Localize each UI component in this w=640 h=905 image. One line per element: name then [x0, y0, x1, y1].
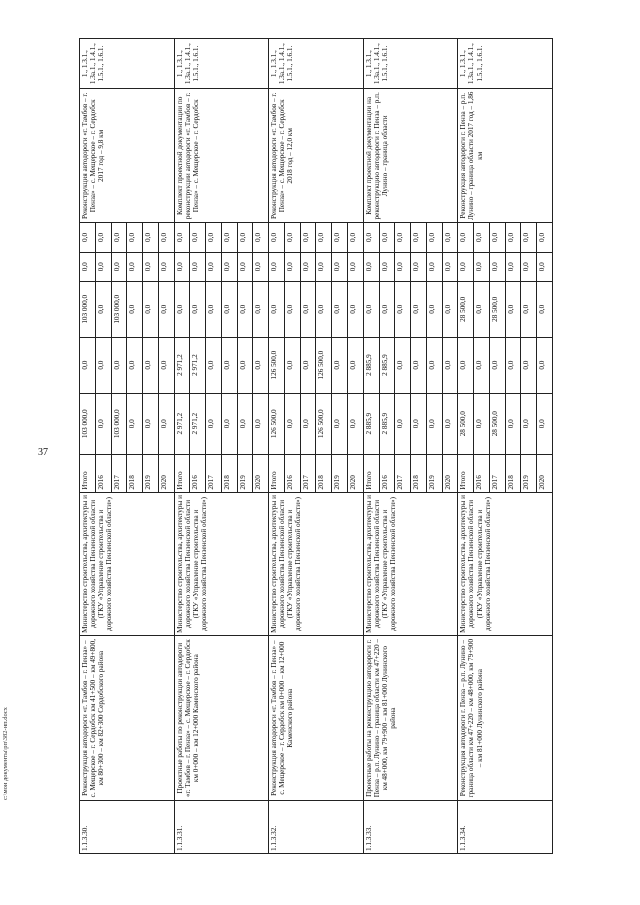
- year-cell: Итого: [80, 454, 96, 492]
- indicators-cell: 1., 1.3.1., 1.3а.1., 1.4.1., 1.5.1., 1.6.1.: [269, 39, 364, 89]
- funding-c2-cell: 126 500,0: [316, 337, 332, 393]
- funding-c5-cell: 0,0: [269, 223, 285, 252]
- funding-c4-cell: 0,0: [521, 252, 537, 281]
- funding-c2-cell: 0,0: [348, 337, 364, 393]
- funding-c3-cell: 103 000,0: [111, 281, 127, 337]
- funding-c4-cell: 0,0: [395, 252, 411, 281]
- year-cell: 2020: [348, 454, 364, 492]
- year-cell: 2019: [426, 454, 442, 492]
- funding-c5-cell: 0,0: [521, 223, 537, 252]
- funding-c3-cell: 0,0: [190, 281, 206, 337]
- year-cell: 2018: [316, 454, 332, 492]
- indicators-cell: 1., 1.3.1., 1.3а.1., 1.4.1., 1.5.1., 1.6.1.: [458, 39, 553, 89]
- indicators-cell: 1., 1.3.1., 1.3а.1., 1.4.1., 1.5.1., 1.6.1.: [363, 39, 458, 89]
- funding-c4-cell: 0,0: [190, 252, 206, 281]
- funding-c5-cell: 0,0: [316, 223, 332, 252]
- measure-name-cell: Реконструкция автодороги «г. Тамбов – г. Пенза» – с. Мещерское – г. Сердобск км 41+500 – км 49+800, км 80+300 – км 82+300 Сердобского района: [80, 636, 175, 801]
- year-cell: 2017: [395, 454, 411, 492]
- funding-c3-cell: 0,0: [348, 281, 364, 337]
- funding-c5-cell: 0,0: [158, 223, 174, 252]
- year-cell: 2018: [127, 454, 143, 492]
- funding-c2-cell: 0,0: [300, 337, 316, 393]
- funding-c2-cell: 0,0: [332, 337, 348, 393]
- funding-c5-cell: 0,0: [505, 223, 521, 252]
- funding-c2-cell: 2 885,9: [363, 337, 379, 393]
- funding-c5-cell: 0,0: [442, 223, 458, 252]
- funding-c3-cell: 0,0: [206, 281, 222, 337]
- funding-c5-cell: 0,0: [284, 223, 300, 252]
- funding-c3-cell: 0,0: [537, 281, 553, 337]
- year-cell: 2016: [379, 454, 395, 492]
- funding-c2-cell: 0,0: [253, 337, 269, 393]
- funding-c1-cell: 0,0: [521, 393, 537, 454]
- measure-name-cell: Проектные работы по реконструкции автодороги «г. Тамбов – г. Пенза» – с. Мещерское – г. Сердобск км 0+000 – км 12+000 Каменского района: [174, 636, 269, 801]
- measure-name-cell: Проектные работы на реконструкцию автодороги г. Пенза – р.п. Лунино – граница области км 47+220 – км 48+000, км 79+900 – км 81+000 Лунинского района: [363, 636, 458, 801]
- funding-c5-cell: 0,0: [80, 223, 96, 252]
- rotated-table-container: [79, 38, 553, 854]
- funding-c4-cell: 0,0: [111, 252, 127, 281]
- funding-c1-cell: 0,0: [426, 393, 442, 454]
- funding-c5-cell: 0,0: [426, 223, 442, 252]
- funding-c2-cell: 0,0: [395, 337, 411, 393]
- funding-c1-cell: 0,0: [253, 393, 269, 454]
- year-cell: 2018: [505, 454, 521, 492]
- funding-c5-cell: 0,0: [253, 223, 269, 252]
- funding-c3-cell: 0,0: [237, 281, 253, 337]
- funding-c5-cell: 0,0: [379, 223, 395, 252]
- year-cell: 2017: [111, 454, 127, 492]
- year-cell: 2016: [284, 454, 300, 492]
- funding-c2-cell: 0,0: [426, 337, 442, 393]
- funding-c2-cell: 0,0: [158, 337, 174, 393]
- year-cell: 2017: [206, 454, 222, 492]
- funding-c4-cell: 0,0: [143, 252, 159, 281]
- funding-c3-cell: 0,0: [363, 281, 379, 337]
- funding-c4-cell: 0,0: [221, 252, 237, 281]
- funding-c3-cell: 0,0: [332, 281, 348, 337]
- funding-c5-cell: 0,0: [474, 223, 490, 252]
- row-id-cell: 1.1.3.32.: [269, 800, 364, 853]
- funding-c5-cell: 0,0: [95, 223, 111, 252]
- footer-file-path: c:\мои документы\рп\382-нп.docx: [2, 707, 9, 800]
- funding-c5-cell: 0,0: [174, 223, 190, 252]
- year-cell: 2018: [221, 454, 237, 492]
- funding-c3-cell: 0,0: [474, 281, 490, 337]
- row-id-cell: 1.1.3.33.: [363, 800, 458, 853]
- year-cell: Итого: [363, 454, 379, 492]
- year-cell: 2017: [300, 454, 316, 492]
- funding-c2-cell: 0,0: [221, 337, 237, 393]
- funding-c2-cell: 0,0: [505, 337, 521, 393]
- funding-c4-cell: 0,0: [537, 252, 553, 281]
- funding-c5-cell: 0,0: [348, 223, 364, 252]
- funding-c5-cell: 0,0: [332, 223, 348, 252]
- funding-c3-cell: 0,0: [505, 281, 521, 337]
- funding-c2-cell: 2 885,9: [379, 337, 395, 393]
- funding-c3-cell: 0,0: [174, 281, 190, 337]
- funding-c5-cell: 0,0: [206, 223, 222, 252]
- funding-c1-cell: 126 500,0: [269, 393, 285, 454]
- funding-c1-cell: 0,0: [237, 393, 253, 454]
- funding-c3-cell: 28 500,0: [489, 281, 505, 337]
- funding-c1-cell: 2 971,2: [174, 393, 190, 454]
- executor-cell: Министерство строительства, архитектуры и дорожного хозяйства Пензенской области (ГКУ «Управление строительства и дорожного хозяйства Пензенской области»): [363, 492, 458, 636]
- funding-c2-cell: 0,0: [458, 337, 474, 393]
- funding-c1-cell: 126 500,0: [316, 393, 332, 454]
- funding-c4-cell: 0,0: [505, 252, 521, 281]
- funding-c2-cell: 0,0: [489, 337, 505, 393]
- funding-c3-cell: 0,0: [300, 281, 316, 337]
- funding-c5-cell: 0,0: [489, 223, 505, 252]
- funding-c5-cell: 0,0: [143, 223, 159, 252]
- table-row: [458, 39, 474, 854]
- funding-c4-cell: 0,0: [80, 252, 96, 281]
- funding-c1-cell: 28 500,0: [489, 393, 505, 454]
- executor-cell: Министерство строительства, архитектуры и дорожного хозяйства Пензенской области (ГКУ «Управление строительства и дорожного хозяйства Пензенской области»): [80, 492, 175, 636]
- funding-c1-cell: 0,0: [221, 393, 237, 454]
- funding-c1-cell: 0,0: [300, 393, 316, 454]
- funding-c4-cell: 0,0: [316, 252, 332, 281]
- funding-c4-cell: 0,0: [363, 252, 379, 281]
- row-id-cell: 1.1.3.30.: [80, 800, 175, 853]
- measure-name-cell: Реконструкция автодороги «г. Тамбов – г. Пенза» – с. Мещерское – г. Сердобск км 0+000 – км 12+000 Каменского района: [269, 636, 364, 801]
- funding-c1-cell: 0,0: [505, 393, 521, 454]
- funding-c2-cell: 0,0: [111, 337, 127, 393]
- result-cell: Реконструкция автодороги «г. Тамбов – г. Пенза» – с. Мещерское – г. Сердобск 2017 год – 9,8 км: [80, 89, 175, 223]
- table-body: [80, 39, 553, 854]
- funding-c5-cell: 0,0: [411, 223, 427, 252]
- table-row: [174, 39, 190, 854]
- funding-c1-cell: 0,0: [284, 393, 300, 454]
- page-number: 37: [38, 447, 48, 458]
- funding-c5-cell: 0,0: [458, 223, 474, 252]
- funding-c2-cell: 0,0: [143, 337, 159, 393]
- funding-c2-cell: 2 971,2: [190, 337, 206, 393]
- funding-c1-cell: 0,0: [127, 393, 143, 454]
- funding-c4-cell: 0,0: [474, 252, 490, 281]
- funding-c2-cell: 0,0: [411, 337, 427, 393]
- funding-c4-cell: 0,0: [411, 252, 427, 281]
- funding-c3-cell: 0,0: [127, 281, 143, 337]
- funding-c3-cell: 0,0: [442, 281, 458, 337]
- funding-c4-cell: 0,0: [379, 252, 395, 281]
- funding-c4-cell: 0,0: [332, 252, 348, 281]
- funding-c1-cell: 0,0: [206, 393, 222, 454]
- funding-c3-cell: 0,0: [395, 281, 411, 337]
- funding-c1-cell: 0,0: [95, 393, 111, 454]
- funding-c1-cell: 0,0: [442, 393, 458, 454]
- funding-c1-cell: 0,0: [332, 393, 348, 454]
- row-id-cell: 1.1.3.31.: [174, 800, 269, 853]
- funding-c2-cell: 0,0: [206, 337, 222, 393]
- funding-c5-cell: 0,0: [300, 223, 316, 252]
- year-cell: 2016: [190, 454, 206, 492]
- year-cell: Итого: [269, 454, 285, 492]
- row-id-cell: 1.1.3.34.: [458, 800, 553, 853]
- funding-c4-cell: 0,0: [426, 252, 442, 281]
- funding-c5-cell: 0,0: [237, 223, 253, 252]
- funding-c1-cell: 0,0: [395, 393, 411, 454]
- funding-c5-cell: 0,0: [537, 223, 553, 252]
- year-cell: 2019: [332, 454, 348, 492]
- funding-c1-cell: 0,0: [143, 393, 159, 454]
- funding-c4-cell: 0,0: [284, 252, 300, 281]
- year-cell: 2017: [489, 454, 505, 492]
- funding-c1-cell: 2 971,2: [190, 393, 206, 454]
- funding-c4-cell: 0,0: [458, 252, 474, 281]
- year-cell: 2019: [521, 454, 537, 492]
- table-row: [363, 39, 379, 854]
- funding-c2-cell: 0,0: [521, 337, 537, 393]
- funding-c5-cell: 0,0: [363, 223, 379, 252]
- year-cell: 2019: [143, 454, 159, 492]
- year-cell: 2019: [237, 454, 253, 492]
- funding-c1-cell: 0,0: [158, 393, 174, 454]
- funding-c4-cell: 0,0: [442, 252, 458, 281]
- funding-c2-cell: 0,0: [95, 337, 111, 393]
- funding-c3-cell: 0,0: [316, 281, 332, 337]
- funding-c5-cell: 0,0: [127, 223, 143, 252]
- funding-c1-cell: 2 885,9: [379, 393, 395, 454]
- funding-c2-cell: 0,0: [442, 337, 458, 393]
- funding-c1-cell: 103 000,0: [80, 393, 96, 454]
- result-cell: Комплект проектной документации на реконструкцию автодороги г. Пенза – р.п. Лунино – граница области: [363, 89, 458, 223]
- funding-c3-cell: 28 500,0: [458, 281, 474, 337]
- year-cell: Итого: [458, 454, 474, 492]
- funding-c4-cell: 0,0: [237, 252, 253, 281]
- executor-cell: Министерство строительства, архитектуры и дорожного хозяйства Пензенской области (ГКУ «Управление строительства и дорожного хозяйства Пензенской области»): [458, 492, 553, 636]
- result-cell: Комплект проектной документации по реконструкции автодороги «г. Тамбов – г. Пенза» – с. Мещерское – г. Сердобск: [174, 89, 269, 223]
- funding-c2-cell: 0,0: [284, 337, 300, 393]
- executor-cell: Министерство строительства, архитектуры и дорожного хозяйства Пензенской области (ГКУ «Управление строительства и дорожного хозяйства Пензенской области»): [269, 492, 364, 636]
- year-cell: 2020: [253, 454, 269, 492]
- funding-c3-cell: 0,0: [221, 281, 237, 337]
- year-cell: 2020: [442, 454, 458, 492]
- funding-c1-cell: 103 000,0: [111, 393, 127, 454]
- program-table: [79, 38, 553, 854]
- funding-c4-cell: 0,0: [253, 252, 269, 281]
- funding-c4-cell: 0,0: [489, 252, 505, 281]
- funding-c3-cell: 0,0: [521, 281, 537, 337]
- funding-c3-cell: 0,0: [269, 281, 285, 337]
- funding-c2-cell: 0,0: [237, 337, 253, 393]
- funding-c4-cell: 0,0: [95, 252, 111, 281]
- funding-c3-cell: 0,0: [158, 281, 174, 337]
- funding-c3-cell: 0,0: [143, 281, 159, 337]
- funding-c1-cell: 0,0: [348, 393, 364, 454]
- table-row: [269, 39, 285, 854]
- funding-c5-cell: 0,0: [395, 223, 411, 252]
- funding-c5-cell: 0,0: [221, 223, 237, 252]
- indicators-cell: 1., 1.3.1., 1.3а.1., 1.4.1., 1.5.1., 1.6.1.: [174, 39, 269, 89]
- funding-c2-cell: 126 500,0: [269, 337, 285, 393]
- funding-c4-cell: 0,0: [269, 252, 285, 281]
- table-row: [80, 39, 96, 854]
- funding-c3-cell: 0,0: [426, 281, 442, 337]
- year-cell: 2020: [537, 454, 553, 492]
- funding-c3-cell: 0,0: [95, 281, 111, 337]
- funding-c1-cell: 0,0: [474, 393, 490, 454]
- funding-c4-cell: 0,0: [127, 252, 143, 281]
- funding-c2-cell: 0,0: [537, 337, 553, 393]
- funding-c1-cell: 0,0: [411, 393, 427, 454]
- funding-c4-cell: 0,0: [348, 252, 364, 281]
- funding-c3-cell: 103 000,0: [80, 281, 96, 337]
- year-cell: 2018: [411, 454, 427, 492]
- funding-c2-cell: 0,0: [474, 337, 490, 393]
- funding-c1-cell: 0,0: [537, 393, 553, 454]
- measure-name-cell: Реконструкция автодороги г. Пенза – р.п. Лунино – граница области км 47+220 – км 48+000, км 79+900 – км 81+000 Лунинского района: [458, 636, 553, 801]
- funding-c4-cell: 0,0: [206, 252, 222, 281]
- year-cell: 2016: [474, 454, 490, 492]
- funding-c4-cell: 0,0: [174, 252, 190, 281]
- funding-c2-cell: 0,0: [80, 337, 96, 393]
- funding-c3-cell: 0,0: [284, 281, 300, 337]
- funding-c1-cell: 28 500,0: [458, 393, 474, 454]
- funding-c3-cell: 0,0: [379, 281, 395, 337]
- indicators-cell: 1., 1.3.1., 1.3а.1., 1.4.1., 1.5.1., 1.6.1.: [80, 39, 175, 89]
- funding-c4-cell: 0,0: [158, 252, 174, 281]
- funding-c2-cell: 2 971,2: [174, 337, 190, 393]
- funding-c3-cell: 0,0: [411, 281, 427, 337]
- year-cell: Итого: [174, 454, 190, 492]
- executor-cell: Министерство строительства, архитектуры и дорожного хозяйства Пензенской области (ГКУ «Управление строительства и дорожного хозяйства Пензенской области»): [174, 492, 269, 636]
- year-cell: 2016: [95, 454, 111, 492]
- funding-c5-cell: 0,0: [111, 223, 127, 252]
- funding-c3-cell: 0,0: [253, 281, 269, 337]
- year-cell: 2020: [158, 454, 174, 492]
- funding-c4-cell: 0,0: [300, 252, 316, 281]
- result-cell: Реконструкция автодороги «г. Тамбов – г. Пенза» – с. Мещерское – г. Сердобск 2018 год – 12,0 км: [269, 89, 364, 223]
- funding-c2-cell: 0,0: [127, 337, 143, 393]
- funding-c5-cell: 0,0: [190, 223, 206, 252]
- funding-c1-cell: 2 885,9: [363, 393, 379, 454]
- result-cell: Реконструкция автодороги г. Пенза – р.п. Лунино – граница области 2017 год – 1,86 км: [458, 89, 553, 223]
